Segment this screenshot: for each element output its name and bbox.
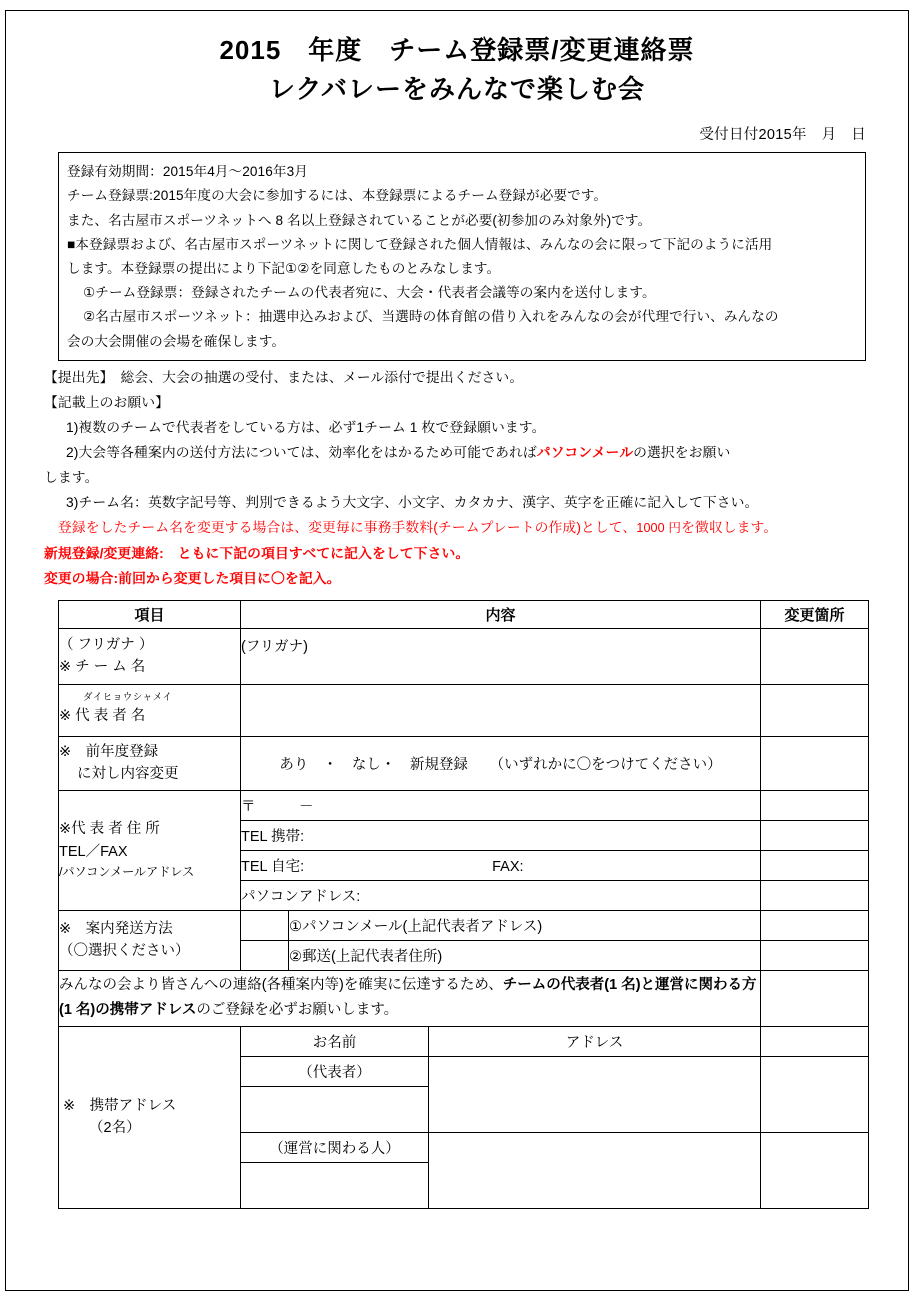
header-change: 変更箇所 [761,600,869,628]
change-prev-year[interactable] [761,736,869,790]
team-name-furigana-label: （ フリガナ ） [59,636,154,653]
input-postal-code[interactable]: 〒 － [241,790,761,820]
mobile-notice-bold1: チームの代表者(1 名)と運 [502,977,670,994]
address-label-line2: TEL／FAX [59,843,128,860]
address-label-line1: ※代 表 者 住 所 [59,821,160,838]
input-tel-mobile[interactable]: TEL 携帯: [241,820,761,850]
note-request-header: 【記載上のお願い】 [44,394,170,410]
notice-line-item1: ①チーム登録票：登録されたチームの代表者宛に、大会・代表者会議等の案内を送付します。 [83,285,656,301]
prev-year-label-line2: に対し内容変更 [77,766,179,783]
change-tel-home[interactable] [761,850,869,880]
notice-line-registration: チーム登録票:2015年度の大会に参加するには、本登録票によるチーム登録が必要です。 [67,188,608,204]
marker-representative: （代表者） [241,1056,429,1086]
notice-line-validity: 登録有効期間：2015年4月～2016年3月 [67,164,308,180]
mobile-address-label-line1: ※ 携帯アドレス [63,1097,177,1114]
label-team-name [59,628,241,684]
input-mobile-rep-address[interactable] [429,1056,761,1132]
option-send-method-post: ②郵送(上記代表者住所) [289,940,761,970]
send-method-label-line2: （〇選択ください） [59,943,190,960]
option-send-method-pc: ①パソコンメール(上記代表者アドレス) [289,910,761,940]
send-method-label-line1: ※ 案内発送方法 [59,920,173,937]
subheader-name: お名前 [241,1026,429,1056]
registration-form-table [58,600,869,1209]
prev-year-label-line1: ※ 前年度登録 [59,743,159,760]
receipt-date-label: 受付日付2015年 月 日 [699,127,866,144]
input-mobile-staff-address[interactable] [429,1132,761,1208]
note-item-2-pre: 2)大会等各種案内の送付方法については、効率化をはかるため可能であれば [66,445,537,461]
input-rep-name[interactable] [241,684,761,736]
change-mobile-staff[interactable] [761,1132,869,1208]
document-title-block [0,0,914,106]
table-row-team-name [59,628,869,684]
label-rep-name [59,684,241,736]
mobile-notice-post: のご登録を必ずお願いします。 [196,1002,399,1019]
fax-label: FAX: [492,858,524,875]
change-tel-mobile[interactable] [761,820,869,850]
header-content: 内容 [241,600,761,628]
mobile-notice-pre: みんなの会より皆さんへの連絡(各種案内等)を確実に伝達するため、 [59,977,503,994]
mobile-notice-bold2: 営に関わる方(1 名)の携帯アドレス [59,977,757,1019]
note-item-2 [44,440,874,465]
notes-section [44,365,874,591]
change-pc-address[interactable] [761,880,869,910]
team-name-label: ※ チ ー ム 名 [59,659,146,676]
table-row-address-postal [59,790,869,820]
note-item-2-highlight: パソコンメール [536,445,634,461]
table-row-rep-name [59,684,869,736]
change-team-name[interactable] [761,628,869,684]
notice-line-privacy-1: ■本登録票および、名古屋市スポーツネットに関して登録された個人情報は、みんなの会に限って下記のように活用 [67,236,773,252]
table-row-mobile-notice [59,970,869,1026]
label-rep-address [59,790,241,910]
change-send-method-post[interactable] [761,940,869,970]
notice-line-sportsnet: また、名古屋市スポーツネットへ 8 名以上登録されていることが必要(初参加のみ対象外)です。 [67,212,652,228]
checkbox-send-method-post[interactable] [241,940,289,970]
tel-home-label: TEL 自宅: [241,858,305,875]
input-prev-year-options[interactable]: あり ・ なし・ 新規登録 （いずれかに〇をつけてください） [241,736,761,790]
change-mobile-rep[interactable] [761,1056,869,1132]
table-row-prev-year [59,736,869,790]
subheader-address: アドレス [429,1026,761,1056]
warning-new-registration: 新規登録/変更連絡: ともに下記の項目すべてに記入をして下さい。 [44,545,470,561]
table-row-mobile-subheader [59,1026,869,1056]
change-mobile-subheader[interactable] [761,1026,869,1056]
address-label-line3: /パソコンメールアドレス [59,865,195,880]
notice-line-item2: ②名古屋市スポーツネット：抽選申込みおよび、当選時の体育館の借り入れをみんなの会が代理で行い、みんなの [83,309,779,325]
input-team-name[interactable]: (フリガナ) [241,628,761,684]
rep-name-label: ※ 代 表 者 名 [59,707,146,724]
mobile-address-label-line2: （2名） [89,1120,141,1137]
page-title-line1: 2015 年度 チーム登録票/変更連絡票 [219,35,695,65]
label-prev-year [59,736,241,790]
note-item-3: 3)チーム名：英数字記号等、判別できるよう大文字、小文字、カタカナ、漢字、英字を正確に記入して下さい。 [66,495,759,511]
note-fee-post: を徴収します。 [681,520,778,536]
input-mobile-staff-name[interactable] [241,1162,429,1208]
checkbox-send-method-pc[interactable] [241,910,289,940]
notice-line-privacy-2: します。本登録票の提出により下記①②を同意したものとみなします。 [67,261,501,277]
input-pc-address[interactable]: パソコンアドレス: [241,880,761,910]
change-mobile-notice[interactable] [761,970,869,1026]
table-row-send-method-1 [59,910,869,940]
notice-box [58,152,866,361]
notice-line-item2-cont: 会の大会開催の会場を確保します。 [67,333,286,349]
note-item-2-post: の選択をお願い [633,445,731,461]
mobile-address-notice [59,970,761,1026]
note-item-3-fee [44,515,874,540]
note-item-2-cont: します。 [44,470,99,486]
marker-staff: （運営に関わる人） [241,1132,429,1162]
table-header-row [59,600,869,628]
note-fee-pre: 登録をしたチーム名を変更する場合は、変更毎に事務手数料(チームプレートの作成)として、 [58,520,637,536]
input-mobile-rep-name[interactable] [241,1086,429,1132]
page-title-line2: レクバレーをみんなで楽しむ会 [269,73,645,104]
change-send-method-pc[interactable] [761,910,869,940]
label-send-method [59,910,241,970]
change-rep-name[interactable] [761,684,869,736]
note-submit-to: 【提出先】 総会、大会の抽選の受付、または、メール添付で提出ください。 [44,369,524,385]
note-fee-amount: 1000 円 [636,521,682,536]
label-mobile-address [59,1026,241,1208]
warning-change-case: 変更の場合:前回から変更した項目に〇を記入。 [44,570,341,586]
note-item-1: 1)複数のチームで代表者をしている方は、必ず1チーム 1 枚で登録願います。 [66,420,546,436]
input-tel-home-fax[interactable] [241,850,761,880]
rep-name-furigana-label: ダイヒョウシャメイ [83,692,173,704]
change-postal[interactable] [761,790,869,820]
header-item: 項目 [59,600,241,628]
